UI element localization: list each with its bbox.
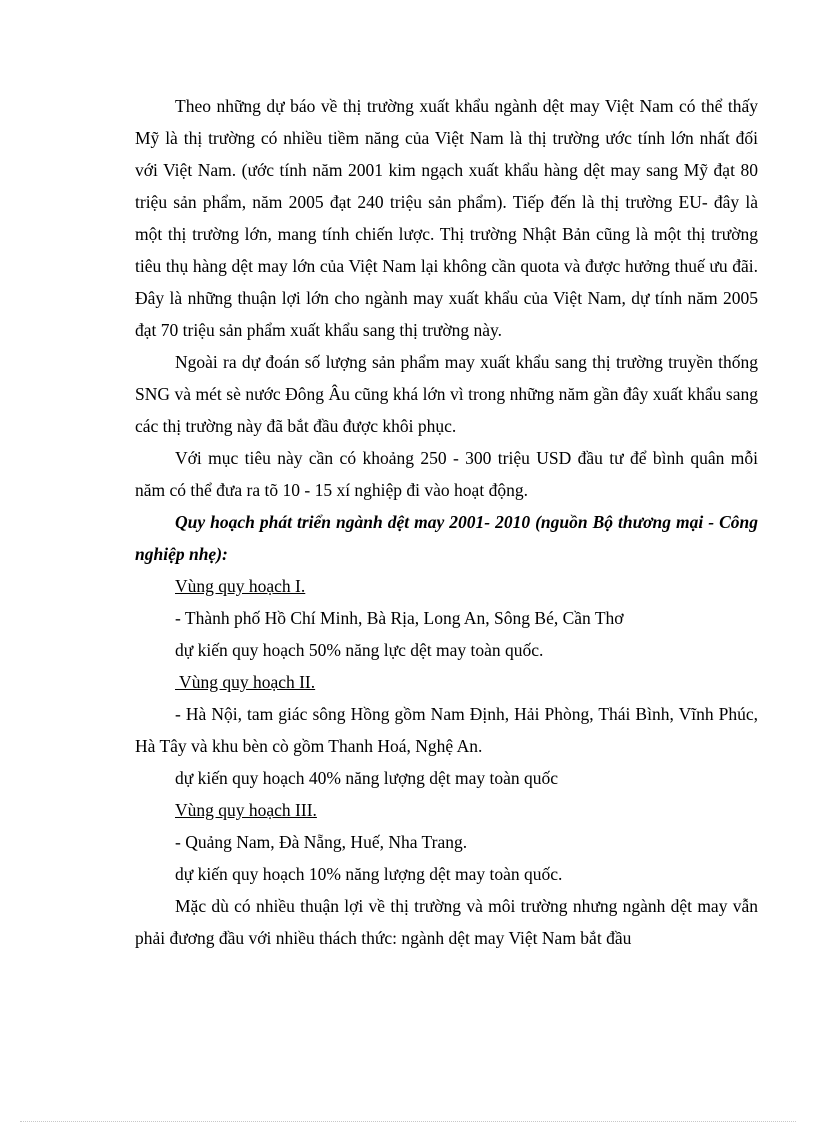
region-block-2 [135,666,758,794]
region-plan: dự kiến quy hoạch 10% năng lượng dệt may toàn quốc. [175,864,563,884]
region-areas: - Thành phố Hồ Chí Minh, Bà Rịa, Long An, Sông Bé, Cần Thơ [175,608,624,628]
region-title: Vùng quy hoạch III. [175,800,317,820]
region-areas: - Quảng Nam, Đà Nẵng, Huế, Nha Trang. [175,832,468,852]
paragraph-investment-target: Với mục tiêu này cần có khoảng 250 - 300 triệu USD đầu tư để bình quân mỗi năm có thể đưa ra tõ 10 - 15 xí nghiệp đi vào hoạt động. [135,448,758,500]
paragraph-traditional-markets: Ngoài ra dự đoán số lượng sản phẩm may xuất khẩu sang thị trường truyền thống SNG và mét sè nước Đông Âu cũng khá lớn vì trong những năm gần đây xuất khẩu sang các thị trường này đã bắt đầu được khôi phục. [135,352,758,436]
document-body [135,90,758,954]
region-title: Vùng quy hoạch II. [175,672,316,692]
section-heading-planning: Quy hoạch phát triển ngành dệt may 2001- 2010 (nguồn Bộ thương mại - Công nghiệp nhẹ): [135,512,758,564]
paragraph-export-forecast: Theo những dự báo về thị trường xuất khẩu ngành dệt may Việt Nam có thể thấy Mỹ là thị trường có nhiều tiềm năng của Việt Nam là thị trường ước tính lớn nhất đối với Việt Nam. (ước tính năm 2001 kim ngạch xuất khẩu hàng dệt may sang Mỹ đạt 80 triệu sản phẩm, năm 2005 đạt 240 triệu sản phẩm). Tiếp đến là thị trường EU- đây là một thị trường lớn, mang tính chiến lược. Thị trường Nhật Bản cũng là một thị trường tiêu thụ hàng dệt may lớn của Việt Nam lại không cần quota và được hưởng thuế ưu đãi. Đây là những thuận lợi lớn cho ngành may xuất khẩu của Việt Nam, dự tính năm 2005 đạt 70 triệu sản phẩm xuất khẩu sang thị trường này. [135,96,758,340]
paragraph-challenges: Mặc dù có nhiều thuận lợi về thị trường và môi trường nhưng ngành dệt may vẫn phải đương đầu với nhiều thách thức: ngành dệt may Việt Nam bắt đầu [135,896,758,948]
region-title: Vùng quy hoạch I. [175,576,306,596]
region-block-3 [135,794,758,890]
region-plan: dự kiến quy hoạch 40% năng lượng dệt may toàn quốc [175,768,559,788]
region-plan: dự kiến quy hoạch 50% năng lực dệt may toàn quốc. [175,640,544,660]
region-block-1 [135,570,758,666]
page-bottom-divider [20,1121,796,1122]
region-areas: - Hà Nội, tam giác sông Hồng gồm Nam Định, Hải Phòng, Thái Bình, Vĩnh Phúc, Hà Tây và khu bèn cò gồm Thanh Hoá, Nghệ An. [135,704,758,756]
